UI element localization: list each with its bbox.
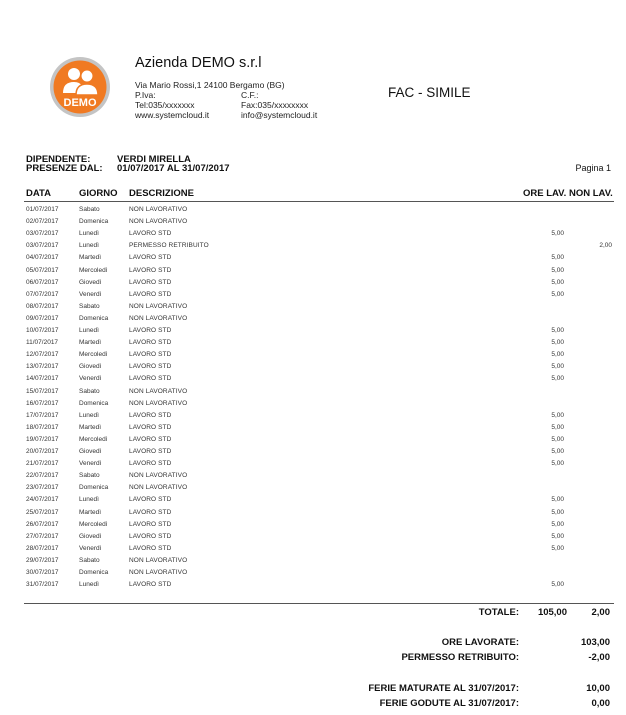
row-date: 14/07/2017 xyxy=(26,375,59,383)
dipendente-value: VERDI MIRELLA xyxy=(117,154,191,165)
row-date: 22/07/2017 xyxy=(26,472,59,480)
document-type: FAC - SIMILE xyxy=(388,85,471,100)
row-day: Mercoledì xyxy=(79,351,108,359)
row-date: 07/07/2017 xyxy=(26,290,59,298)
row-date: 13/07/2017 xyxy=(26,363,59,371)
table-row xyxy=(0,254,626,266)
row-description: LAVORO STD xyxy=(129,230,172,238)
row-ore-lav: 5,00 xyxy=(551,581,564,589)
row-day: Venerdì xyxy=(79,375,102,383)
row-description: LAVORO STD xyxy=(129,278,172,286)
row-day: Sabato xyxy=(79,302,100,310)
ore-lavorate-label: ORE LAVORATE: xyxy=(441,637,519,648)
row-description: LAVORO STD xyxy=(129,363,172,371)
table-row xyxy=(0,460,626,472)
row-ore-lav: 5,00 xyxy=(551,496,564,504)
table-row xyxy=(0,557,626,569)
company-email: info@systemcloud.it xyxy=(241,110,318,120)
row-ore-lav: 5,00 xyxy=(551,520,564,528)
row-ore-lav: 5,00 xyxy=(551,290,564,298)
row-day: Sabato xyxy=(79,387,100,395)
row-ore-lav: 5,00 xyxy=(551,363,564,371)
row-date: 29/07/2017 xyxy=(26,556,59,564)
row-day: Mercoledì xyxy=(79,520,108,528)
ferie-godute-label: FERIE GODUTE AL 31/07/2017: xyxy=(379,698,519,709)
row-day: Sabato xyxy=(79,472,100,480)
column-header-data: DATA xyxy=(26,188,51,199)
column-header-ore-lav: ORE LAV. xyxy=(523,188,567,199)
totale-non-value: 2,00 xyxy=(591,607,610,618)
row-day: Venerdì xyxy=(79,290,102,298)
table-row xyxy=(0,363,626,375)
row-date: 30/07/2017 xyxy=(26,569,59,576)
row-ore-lav: 5,00 xyxy=(551,508,564,516)
row-description: LAVORO STD xyxy=(129,351,172,359)
row-date: 08/07/2017 xyxy=(26,302,59,310)
table-row xyxy=(0,375,626,387)
row-description: LAVORO STD xyxy=(129,423,172,431)
totale-label: TOTALE: xyxy=(478,607,519,618)
row-description: NON LAVORATIVO xyxy=(129,302,188,310)
row-day: Sabato xyxy=(79,206,100,213)
presenze-value: 01/07/2017 AL 31/07/2017 xyxy=(117,163,230,174)
row-description: LAVORO STD xyxy=(129,448,172,455)
table-row xyxy=(0,412,626,424)
row-ore-lav: 5,00 xyxy=(551,544,564,552)
row-description: LAVORO STD xyxy=(129,327,172,334)
totals-divider xyxy=(24,603,614,604)
row-date: 03/07/2017 xyxy=(26,242,59,250)
piva-label: P.Iva: xyxy=(135,90,156,100)
row-description: LAVORO STD xyxy=(129,375,172,383)
table-row xyxy=(0,448,626,460)
row-ore-lav: 5,00 xyxy=(551,278,564,286)
table-row xyxy=(0,351,626,363)
row-ore-lav: 5,00 xyxy=(551,411,564,419)
table-row xyxy=(0,496,626,508)
row-day: Domenica xyxy=(79,484,109,492)
row-description: NON LAVORATIVO xyxy=(129,206,188,213)
row-day: Lunedì xyxy=(79,496,99,504)
row-date: 20/07/2017 xyxy=(26,448,59,455)
row-description: NON LAVORATIVO xyxy=(129,387,188,395)
row-ore-lav: 5,00 xyxy=(551,266,564,274)
row-date: 05/07/2017 xyxy=(26,266,59,274)
row-description: PERMESSO RETRIBUITO xyxy=(129,242,209,250)
row-date: 06/07/2017 xyxy=(26,278,59,286)
table-row xyxy=(0,279,626,291)
row-day: Giovedì xyxy=(79,278,102,286)
dipendente-label: DIPENDENTE: xyxy=(26,154,91,165)
row-date: 19/07/2017 xyxy=(26,435,59,443)
table-row xyxy=(0,230,626,242)
table-row xyxy=(0,581,626,593)
row-ore-lav: 5,00 xyxy=(551,327,564,334)
table-row xyxy=(0,218,626,230)
table-row xyxy=(0,533,626,545)
row-description: LAVORO STD xyxy=(129,290,172,298)
row-date: 01/07/2017 xyxy=(26,206,59,213)
company-fax: Fax:035/xxxxxxxx xyxy=(241,100,309,110)
row-day: Domenica xyxy=(79,218,109,226)
table-row xyxy=(0,569,626,581)
logo-text: DEMO xyxy=(63,97,97,109)
row-description: LAVORO STD xyxy=(129,435,172,443)
cf-label: C.F.: xyxy=(241,90,259,100)
row-description: NON LAVORATIVO xyxy=(129,484,188,492)
row-day: Lunedì xyxy=(79,327,99,334)
row-ore-lav: 5,00 xyxy=(551,375,564,383)
row-non-lav: 2,00 xyxy=(599,242,612,250)
company-logo xyxy=(49,56,111,118)
row-day: Lunedì xyxy=(79,581,99,589)
row-date: 18/07/2017 xyxy=(26,423,59,431)
row-description: LAVORO STD xyxy=(129,496,172,504)
row-date: 27/07/2017 xyxy=(26,532,59,540)
table-row xyxy=(0,242,626,254)
row-ore-lav: 5,00 xyxy=(551,460,564,468)
ferie-godute-value: 0,00 xyxy=(591,698,610,709)
row-date: 11/07/2017 xyxy=(26,339,59,347)
column-header-non-lav: NON LAV. xyxy=(569,188,613,199)
row-description: LAVORO STD xyxy=(129,544,172,552)
row-description: LAVORO STD xyxy=(129,411,172,419)
row-day: Domenica xyxy=(79,314,109,322)
company-name: Azienda DEMO s.r.l xyxy=(135,55,262,71)
table-row xyxy=(0,388,626,400)
row-ore-lav: 5,00 xyxy=(551,254,564,262)
table-row xyxy=(0,206,626,218)
ore-lavorate-value: 103,00 xyxy=(580,637,610,648)
row-date: 10/07/2017 xyxy=(26,327,59,334)
row-day: Sabato xyxy=(79,556,100,564)
row-date: 21/07/2017 xyxy=(26,460,59,468)
table-row xyxy=(0,291,626,303)
row-description: LAVORO STD xyxy=(129,581,172,589)
row-date: 02/07/2017 xyxy=(26,218,59,226)
table-row xyxy=(0,521,626,533)
row-day: Domenica xyxy=(79,399,109,407)
table-row xyxy=(0,436,626,448)
table-row xyxy=(0,424,626,436)
row-day: Martedì xyxy=(79,508,102,516)
row-date: 25/07/2017 xyxy=(26,508,59,516)
row-ore-lav: 5,00 xyxy=(551,435,564,443)
row-description: LAVORO STD xyxy=(129,460,172,468)
totale-ore-value: 105,00 xyxy=(537,607,567,618)
row-day: Mercoledì xyxy=(79,266,108,274)
row-description: NON LAVORATIVO xyxy=(129,314,188,322)
row-day: Venerdì xyxy=(79,460,102,468)
table-row xyxy=(0,303,626,315)
row-date: 31/07/2017 xyxy=(26,581,59,589)
presenze-label: PRESENZE DAL: xyxy=(26,163,103,174)
table-row xyxy=(0,315,626,327)
row-description: LAVORO STD xyxy=(129,508,172,516)
row-date: 17/07/2017 xyxy=(26,411,59,419)
table-row xyxy=(0,472,626,484)
row-ore-lav: 5,00 xyxy=(551,423,564,431)
row-date: 15/07/2017 xyxy=(26,387,59,395)
row-day: Martedì xyxy=(79,339,102,347)
row-ore-lav: 5,00 xyxy=(551,448,564,455)
table-row xyxy=(0,545,626,557)
row-description: LAVORO STD xyxy=(129,520,172,528)
company-address: Via Mario Rossi,1 24100 Bergamo (BG) xyxy=(135,80,285,90)
row-day: Lunedì xyxy=(79,242,99,250)
ferie-maturate-value: 10,00 xyxy=(586,683,610,694)
row-ore-lav: 5,00 xyxy=(551,351,564,359)
permesso-retribuito-label: PERMESSO RETRIBUITO: xyxy=(401,652,519,663)
row-description: LAVORO STD xyxy=(129,254,172,262)
row-description: NON LAVORATIVO xyxy=(129,218,188,226)
row-description: NON LAVORATIVO xyxy=(129,556,188,564)
row-day: Giovedì xyxy=(79,448,102,455)
table-row xyxy=(0,509,626,521)
table-row xyxy=(0,484,626,496)
table-row xyxy=(0,339,626,351)
row-ore-lav: 5,00 xyxy=(551,339,564,347)
table-row xyxy=(0,267,626,279)
row-date: 03/07/2017 xyxy=(26,230,59,238)
row-description: LAVORO STD xyxy=(129,339,172,347)
company-web: www.systemcloud.it xyxy=(135,110,210,120)
row-date: 24/07/2017 xyxy=(26,496,59,504)
row-day: Giovedì xyxy=(79,363,102,371)
row-date: 23/07/2017 xyxy=(26,484,59,492)
row-day: Domenica xyxy=(79,569,109,576)
row-day: Giovedì xyxy=(79,532,102,540)
row-description: NON LAVORATIVO xyxy=(129,472,188,480)
row-date: 28/07/2017 xyxy=(26,544,59,552)
company-tel: Tel:035/xxxxxxx xyxy=(135,100,195,110)
row-date: 16/07/2017 xyxy=(26,399,59,407)
row-description: LAVORO STD xyxy=(129,532,172,540)
row-date: 09/07/2017 xyxy=(26,314,59,322)
header-divider xyxy=(24,201,614,202)
row-day: Mercoledì xyxy=(79,435,108,443)
row-date: 26/07/2017 xyxy=(26,520,59,528)
column-header-descrizione: DESCRIZIONE xyxy=(129,188,194,199)
table-row xyxy=(0,400,626,412)
row-date: 04/07/2017 xyxy=(26,254,59,262)
column-header-giorno: GIORNO xyxy=(79,188,118,199)
row-description: NON LAVORATIVO xyxy=(129,399,188,407)
row-day: Martedì xyxy=(79,423,102,431)
row-date: 12/07/2017 xyxy=(26,351,59,359)
row-day: Lunedì xyxy=(79,230,99,238)
row-day: Martedì xyxy=(79,254,102,262)
table-row xyxy=(0,327,626,339)
row-ore-lav: 5,00 xyxy=(551,230,564,238)
row-description: LAVORO STD xyxy=(129,266,172,274)
permesso-retribuito-value: -2,00 xyxy=(588,652,610,663)
row-ore-lav: 5,00 xyxy=(551,532,564,540)
row-day: Venerdì xyxy=(79,544,102,552)
ferie-maturate-label: FERIE MATURATE AL 31/07/2017: xyxy=(368,683,519,694)
row-day: Lunedì xyxy=(79,411,99,419)
page-number: Pagina 1 xyxy=(575,163,611,173)
row-description: NON LAVORATIVO xyxy=(129,569,188,576)
